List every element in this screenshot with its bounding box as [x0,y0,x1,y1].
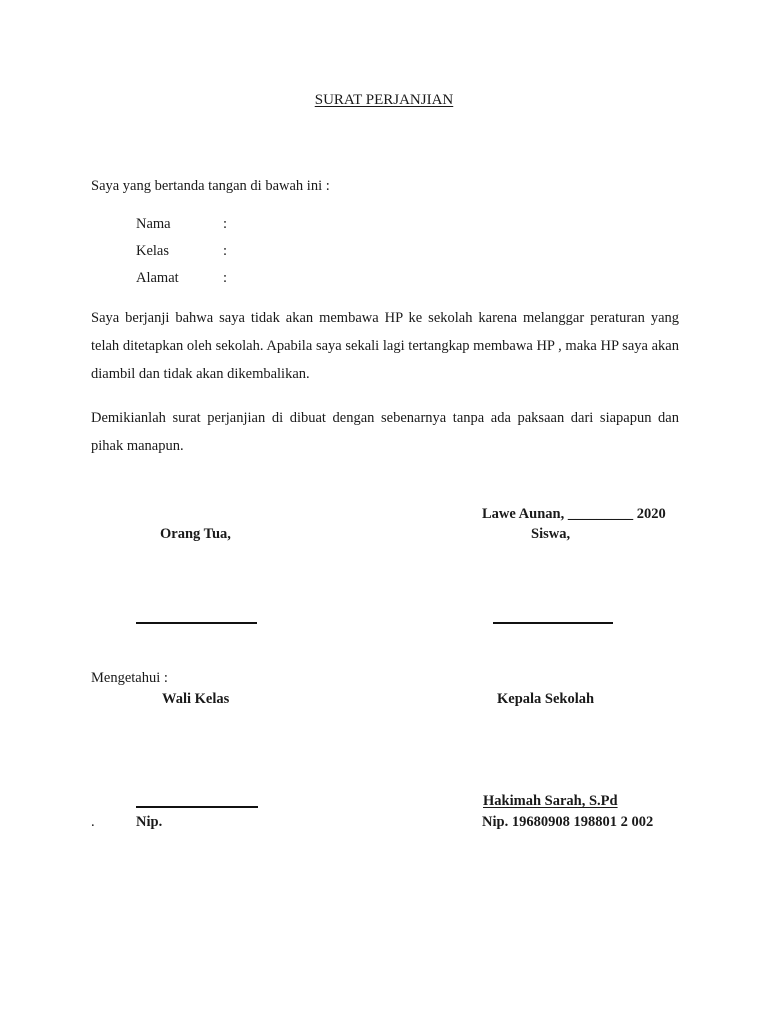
pledge-paragraph: Saya berjanji bahwa saya tidak akan membawa HP ke sekolah karena melanggar peraturan yang telah ditetapkan oleh sekolah. Apabila saya sekali lagi tertangkap membawa HP , maka HP saya akan diambil dan tidak akan dikembalikan. [91,310,679,382]
homeroom-nip: Nip. [136,814,163,830]
acknowledged-label: Mengetahui : [91,670,168,686]
intro-text: Saya yang bertanda tangan di bawah ini : [91,178,330,194]
principal-nip: Nip. 19680908 198801 2 002 [482,814,654,830]
principal-name: Hakimah Sarah, S.Pd [483,793,618,809]
principal-label: Kepala Sekolah [497,691,595,707]
field-separator-kelas: : [223,243,228,259]
student-signature-line [493,622,613,624]
student-label: Siswa, [531,526,571,542]
closing-paragraph: Demikianlah surat perjanjian di dibuat dengan sebenarnya tanpa ada paksaan dari siapapun dan pihak manapun. [91,410,679,454]
homeroom-nip-dot: . [91,814,95,830]
place-date: Lawe Aunan, _________ 2020 [482,506,666,522]
field-label-alamat: Alamat [136,270,179,286]
homeroom-teacher-label: Wali Kelas [162,691,230,707]
field-label-nama: Nama [136,216,171,232]
field-label-kelas: Kelas [136,243,170,259]
parent-signature-line [136,622,257,624]
field-separator-nama: : [223,216,228,232]
homeroom-signature-line [136,806,258,808]
document-title: SURAT PERJANJIAN [314,92,454,108]
parent-label: Orang Tua, [160,526,231,542]
field-separator-alamat: : [223,270,228,286]
